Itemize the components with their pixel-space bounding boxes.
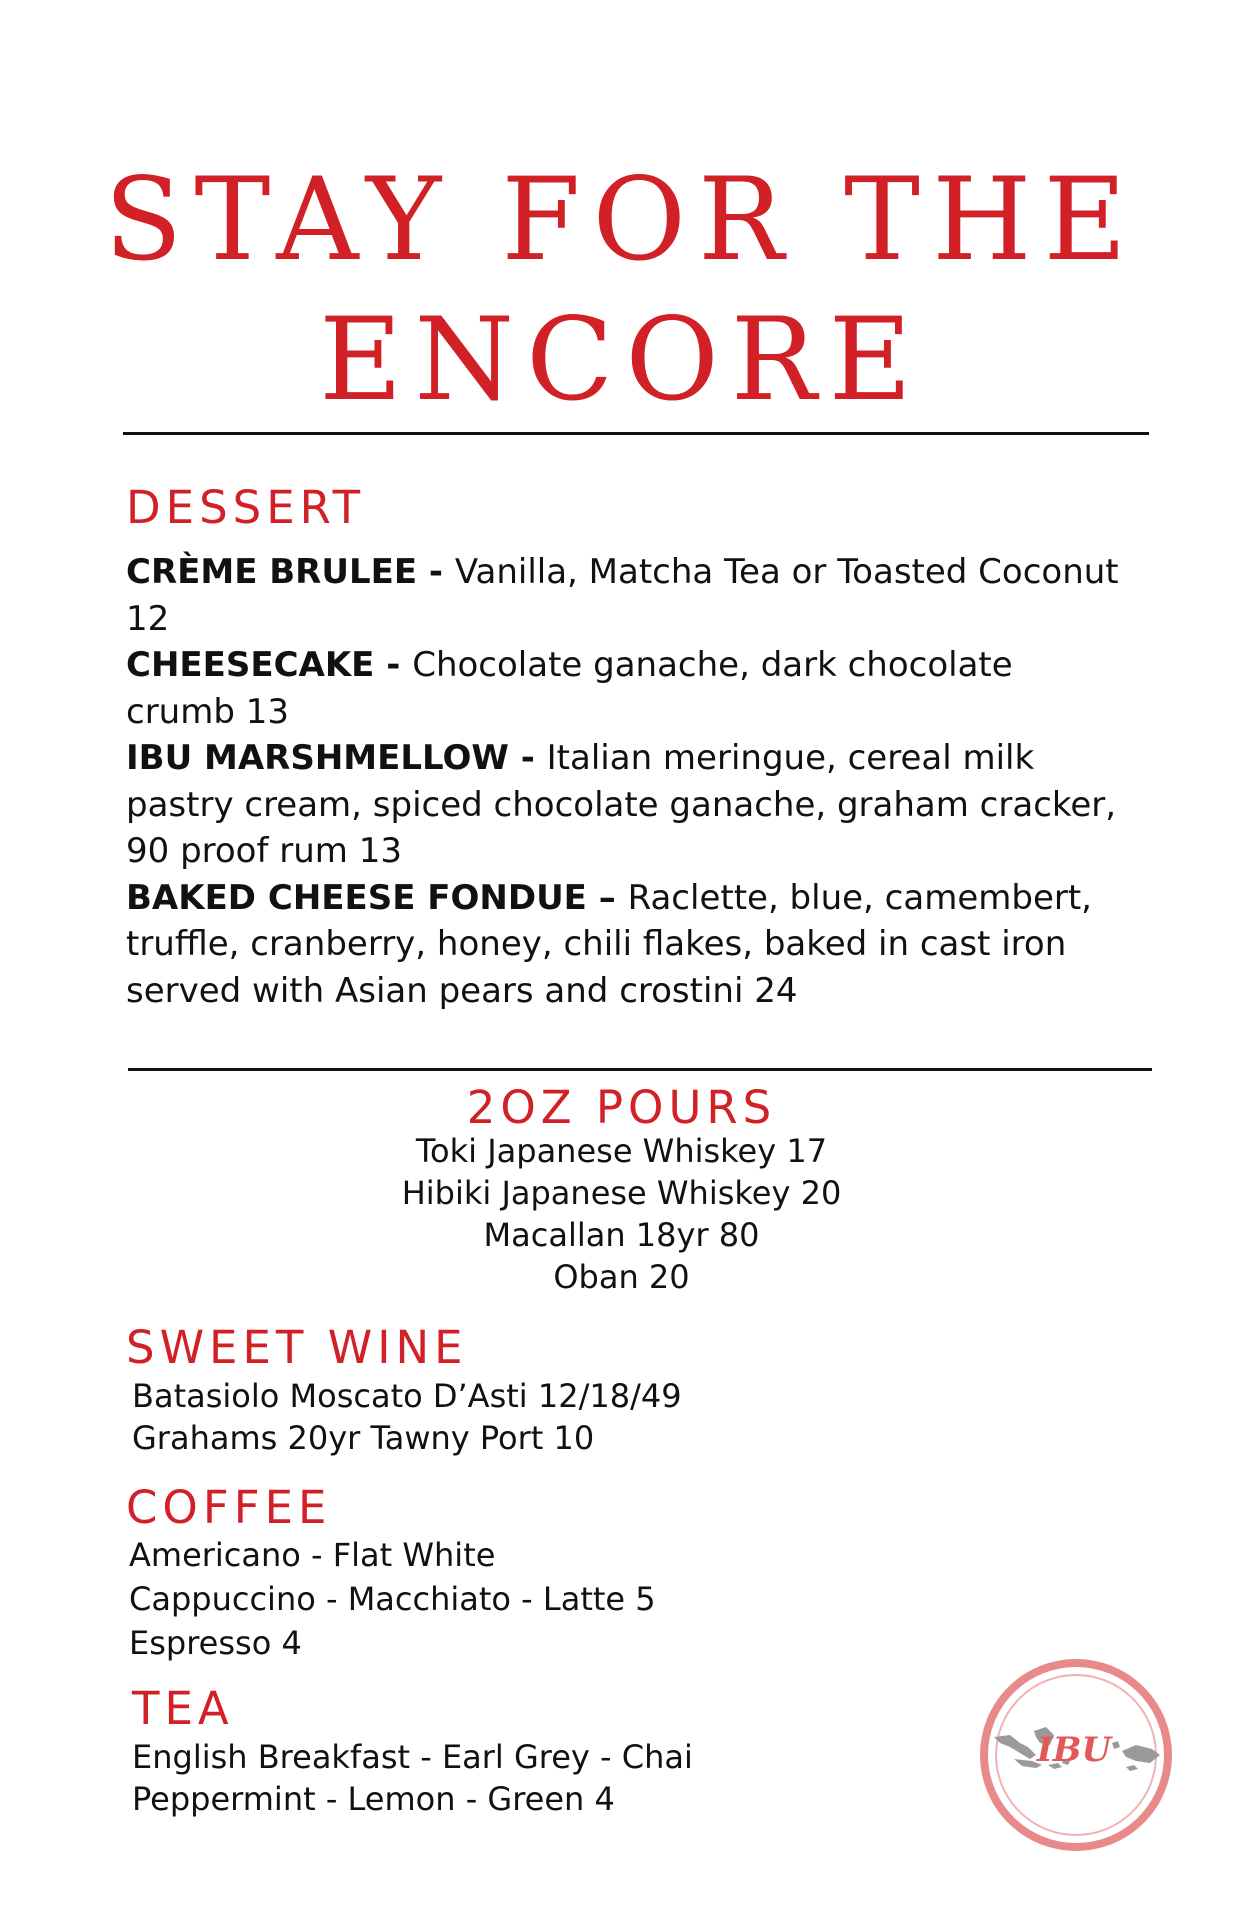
section-heading-coffee: COFFEE — [126, 1481, 332, 1534]
coffee-list — [129, 1533, 656, 1665]
list-item: Cappuccino - Macchiato - Latte 5 — [129, 1580, 656, 1618]
tea-list — [132, 1736, 693, 1820]
menu-item-creme-brulee — [126, 549, 1126, 642]
list-item: Grahams 20yr Tawny Port 10 — [132, 1419, 595, 1457]
menu-item-name: IBU MARSHMELLOW - — [126, 738, 547, 778]
section-heading-tea: TEA — [132, 1682, 234, 1735]
menu-item-description: Italian meringue, cereal milk pastry cream, spiced chocolate ganache, graham cracker, 90 proof rum 13 — [126, 738, 1117, 871]
ibu-logo-seal — [976, 1655, 1176, 1855]
logo-text: IBU — [1036, 1730, 1112, 1770]
menu-item-description: Vanilla, Matcha Tea or Toasted Coconut 12 — [126, 552, 1119, 639]
list-item: Hibiki Japanese Whiskey 20 — [401, 1174, 842, 1212]
divider-middle — [128, 1068, 1152, 1071]
menu-item-description: Chocolate ganache, dark chocolate crumb 13 — [126, 645, 1013, 732]
menu-item-cheesecake — [126, 642, 1126, 735]
menu-item-baked-cheese-fondue — [126, 875, 1126, 1015]
list-item: Macallan 18yr 80 — [483, 1216, 760, 1254]
page-title-line-2: ENCORE — [319, 293, 924, 426]
menu-item-name: BAKED CHEESE FONDUE – — [126, 877, 628, 918]
menu-item-name: CHEESECAKE - — [126, 645, 413, 685]
section-heading-pours: 2OZ POURS — [466, 1081, 777, 1134]
page-title — [0, 150, 1243, 430]
page-title-line-1: STAY FOR THE — [104, 153, 1139, 286]
list-item: Toki Japanese Whiskey 17 — [415, 1132, 828, 1170]
list-item: Peppermint - Lemon - Green 4 — [132, 1780, 615, 1818]
list-item: Batasiolo Moscato D’Asti 12/18/49 — [132, 1377, 682, 1415]
dessert-list — [126, 549, 1126, 1014]
ibu-logo — [976, 1655, 1176, 1855]
menu-item-description: Raclette, blue, camembert, truffle, cranberry, honey, chili flakes, baked in cast iron served with Asian pears and crostini 24 — [126, 877, 1092, 1011]
list-item: Espresso 4 — [129, 1624, 302, 1662]
menu-item-ibu-marshmellow — [126, 735, 1126, 875]
pours-list — [0, 1130, 1243, 1298]
section-heading-sweet-wine: SWEET WINE — [126, 1321, 468, 1374]
section-heading-dessert: DESSERT — [126, 481, 366, 534]
divider-top — [123, 432, 1149, 435]
list-item: Americano - Flat White — [129, 1536, 496, 1574]
list-item: Oban 20 — [553, 1258, 690, 1296]
list-item: English Breakfast - Earl Grey - Chai — [132, 1738, 693, 1776]
menu-item-name: CRÈME BRULEE - — [126, 552, 455, 592]
sweet-wine-list — [132, 1375, 682, 1459]
